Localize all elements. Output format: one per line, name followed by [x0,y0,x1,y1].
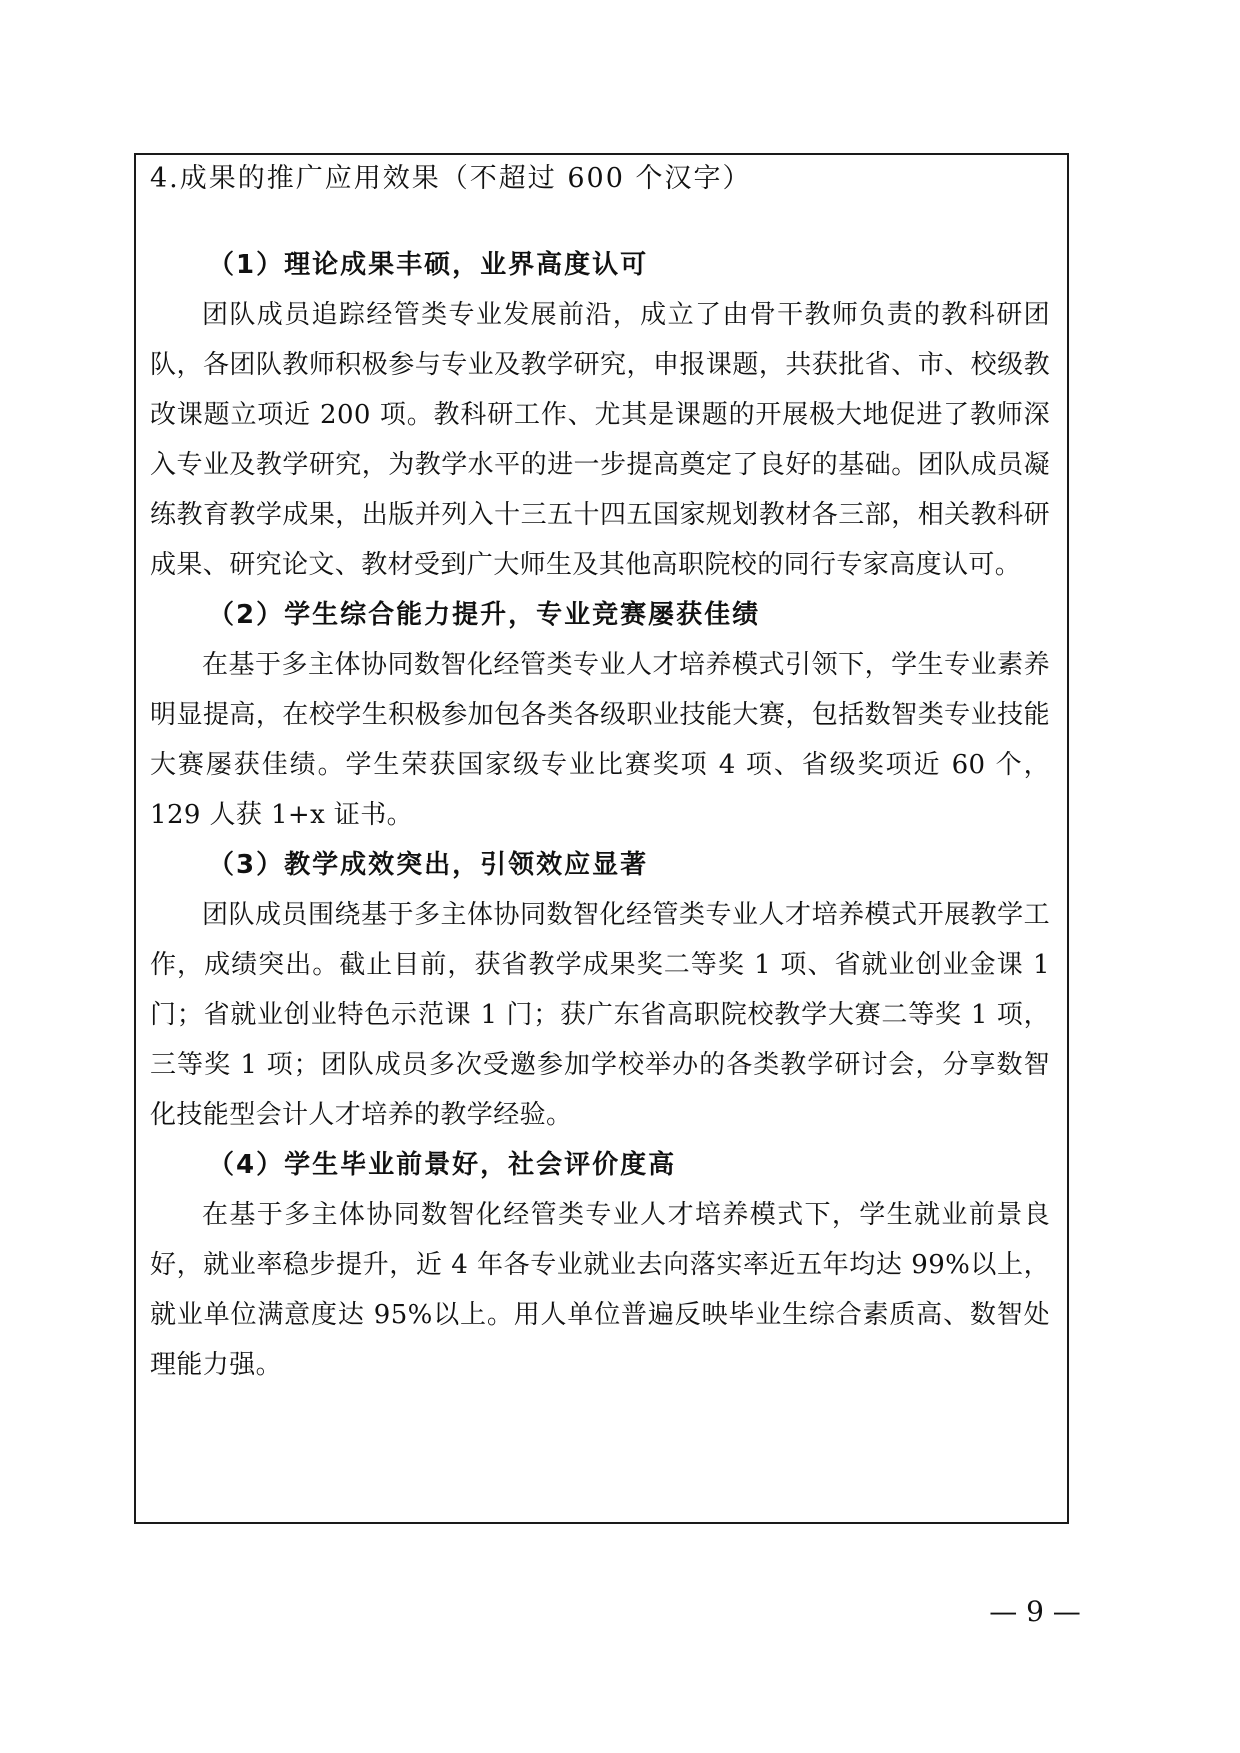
section-title: （4）学生毕业前景好，社会评价度高 [208,1150,677,1180]
section-employment [150,1140,1050,1390]
section-paragraph: 团队成员围绕基于多主体协同数智化经管类专业人才培养模式开展教学工作，成绩突出。截止目前，获省教学成果奖二等奖 1 项、省就业创业金课 1 门；省就业创业特色示范课 1 门；获广东省高职院校教学大赛二等奖 1 项，三等奖 1 项；团队成员多次受邀参加学校举办的各类教学研讨会，分享数智化技能型会计人才培养的教学经验。 [150,900,1050,1130]
section-heading: 4.成果的推广应用效果（不超过 600 个汉字） [150,163,752,194]
section-paragraph: 团队成员追踪经管类专业发展前沿，成立了由骨干教师负责的教科研团队，各团队教师积极参与专业及教学研究，申报课题，共获批省、市、校级教改课题立项近 200 项。教科研工作、尤其是课题的开展极大地促进了教师深入专业及教学研究，为教学水平的进一步提高奠定了良好的基础。团队成员凝练教育教学成果，出版并列入十三五十四五国家规划教材各三部，相关教科研成果、研究论文、教材受到广大师生及其他高职院校的同行专家高度认可。 [150,300,1050,580]
document-body [150,240,1050,1390]
section-paragraph: 在基于多主体协同数智化经管类专业人才培养模式引领下，学生专业素养明显提高，在校学生积极参加包各类各级职业技能大赛，包括数智类专业技能大赛屡获佳绩。学生荣获国家级专业比赛奖项 4 项、省级奖项近 60 个，129 人获 1+x 证书。 [150,650,1050,830]
section-paragraph: 在基于多主体协同数智化经管类专业人才培养模式下，学生就业前景良好，就业率稳步提升，近 4 年各专业就业去向落实率近五年均达 99%以上，就业单位满意度达 95%以上。用人单位普遍反映毕业生综合素质高、数智处理能力强。 [150,1200,1050,1380]
section-teaching-effect [150,840,1050,1140]
section-title: （1）理论成果丰硕，业界高度认可 [208,250,649,280]
section-title: （2）学生综合能力提升，专业竞赛屡获佳绩 [208,600,761,630]
section-student-ability [150,590,1050,840]
section-theory-results [150,240,1050,590]
section-title: （3）教学成效突出，引领效应显著 [208,850,649,880]
page-number: — 9 — [989,1595,1081,1628]
